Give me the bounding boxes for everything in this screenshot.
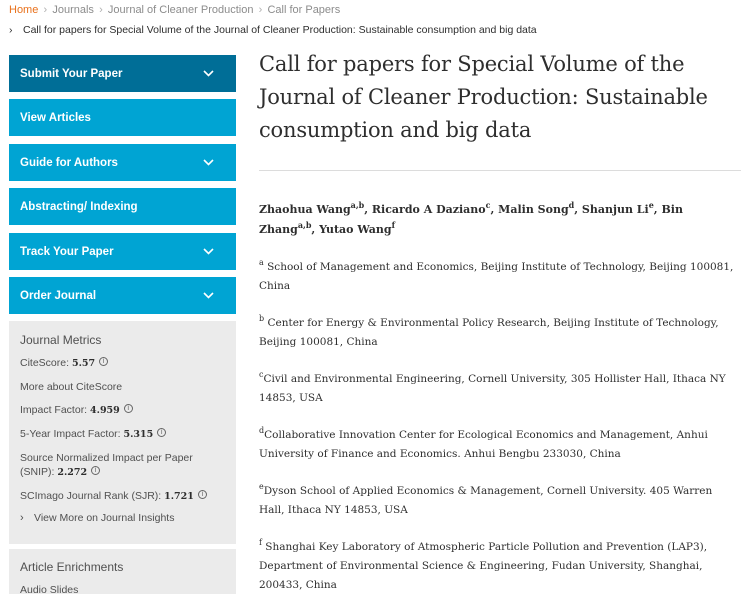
chevron-down-icon — [203, 292, 214, 303]
journal-metrics-panel — [9, 321, 236, 544]
affiliation: $^c$Civil and Environmental Engineering, Cornell University, 305 Hollister Hall, Ithaca NY 14853, USA — [259, 370, 726, 404]
article-enrichments-title: Article Enrichments — [20, 560, 124, 574]
affiliation: $^d$Collaborative Innovation Center for Ecological Economics and Management, Anhui University of Finance and Economics. Anhui Bengbu 233030, China — [259, 426, 708, 460]
citescore-row — [20, 356, 225, 371]
author[interactable]: Bin Zhang$^{a,b}$ — [259, 203, 683, 236]
snip-row — [20, 451, 225, 480]
author[interactable]: Shanjun Li$^e$ — [581, 200, 654, 216]
chevron-down-icon — [203, 248, 214, 259]
chevron-right-icon: › — [20, 512, 24, 524]
affiliation: $^b$ Center for Energy & Environmental Policy Research, Beijing Institute of Technology, Beijing 100081, China — [259, 314, 719, 348]
chevron-right-icon: › — [43, 4, 48, 16]
sidebar-item-order-journal[interactable] — [9, 277, 236, 314]
view-journal-insights-label: View More on Journal Insights — [34, 512, 175, 524]
breadcrumb-journals[interactable]: Journals — [52, 4, 94, 16]
breadcrumb-call-for-papers[interactable]: Call for Papers — [267, 4, 341, 16]
chevron-down-icon — [203, 70, 214, 81]
article-enrichments-panel — [9, 549, 236, 594]
sjr-row — [20, 489, 225, 504]
author-list: Zhaohua Wang$^{a,b}$, Ricardo A Daziano$^c$, Malin Song$^d$, Shanjun Li$^e$, Bin Zhang$^{a,b}$, Yutao Wang$^f$ — [259, 200, 683, 236]
main-content — [259, 48, 737, 147]
author[interactable]: Yutao Wang$^f$ — [319, 220, 396, 236]
chevron-right-icon: › — [9, 24, 13, 36]
chevron-down-icon — [203, 159, 214, 170]
breadcrumb-current — [9, 24, 537, 36]
sidebar-item-guide-for-authors[interactable] — [9, 144, 236, 181]
sidebar-item-label: Order Journal — [20, 289, 97, 302]
sjr-value: 1.721 — [164, 491, 194, 502]
breadcrumb — [9, 2, 340, 18]
sidebar-item-label: Submit Your Paper — [20, 67, 123, 80]
info-icon[interactable]: i — [91, 466, 100, 475]
affiliation: $^e$Dyson School of Applied Economics & Management, Cornell University. 405 Warren Hall, Ithaca NY 14853, USA — [259, 482, 713, 516]
sidebar-item-track-your-paper[interactable] — [9, 233, 236, 270]
snip-label: Source Normalized Impact per Paper (SNIP): — [20, 452, 193, 478]
page-title: Call for papers for Special Volume of the Journal of Cleaner Production: Sustainable consumption and big data — [259, 52, 708, 142]
sidebar-item-view-articles[interactable] — [9, 99, 236, 136]
author[interactable]: Ricardo A Daziano$^c$ — [371, 200, 491, 216]
citescore-value: 5.57 — [71, 358, 96, 369]
sjr-label: SCImago Journal Rank (SJR): — [20, 490, 162, 502]
five-year-impact-value: 5.315 — [123, 429, 154, 440]
chevron-right-icon: › — [99, 4, 103, 16]
info-icon[interactable]: i — [99, 357, 108, 366]
info-icon[interactable]: i — [198, 490, 207, 499]
affiliation: $^a$ School of Management and Economics, Beijing Institute of Technology, Beijing 100081, China — [259, 258, 734, 292]
author[interactable]: Zhaohua Wang$^{a,b}$ — [259, 200, 365, 216]
impact-factor-label: Impact Factor: — [20, 404, 88, 416]
divider — [259, 170, 741, 171]
breadcrumb-current-label: Call for papers for Special Volume of the Journal of Cleaner Production: Sustainable consumption and big data — [23, 24, 537, 36]
author[interactable]: Malin Song$^d$ — [498, 200, 575, 216]
sidebar-item-abstracting-indexing[interactable] — [9, 188, 236, 225]
sidebar-item-label: Guide for Authors — [20, 156, 118, 169]
breadcrumb-home[interactable]: Home — [9, 4, 39, 16]
breadcrumb-journal[interactable]: Journal of Cleaner Production — [107, 4, 254, 16]
affiliation: $^f$ Shanghai Key Laboratory of Atmospheric Particle Pollution and Prevention (LAP3), Department of Environmental Science & Engineering, Fudan University, Shanghai, 200433, China — [259, 538, 708, 591]
view-journal-insights-link[interactable] — [20, 512, 225, 524]
sidebar-item-submit-paper[interactable] — [9, 55, 236, 92]
impact-factor-value: 4.959 — [90, 405, 120, 416]
info-icon[interactable]: i — [157, 428, 166, 437]
audio-slides-link[interactable]: Audio Slides — [20, 584, 79, 594]
more-about-citescore-link[interactable]: More about CiteScore — [20, 381, 123, 393]
journal-metrics-title: Journal Metrics — [20, 333, 102, 347]
citescore-label: CiteScore: — [20, 357, 70, 369]
snip-value: 2.272 — [57, 467, 88, 478]
five-year-impact-row — [20, 427, 225, 442]
sidebar-item-label: Abstracting/ Indexing — [20, 200, 138, 213]
sidebar-item-label: View Articles — [20, 111, 91, 124]
impact-factor-row — [20, 403, 225, 418]
five-year-impact-label: 5-Year Impact Factor: — [20, 428, 121, 440]
info-icon[interactable]: i — [124, 404, 133, 413]
sidebar-item-label: Track Your Paper — [20, 245, 114, 258]
chevron-right-icon: › — [258, 4, 263, 16]
